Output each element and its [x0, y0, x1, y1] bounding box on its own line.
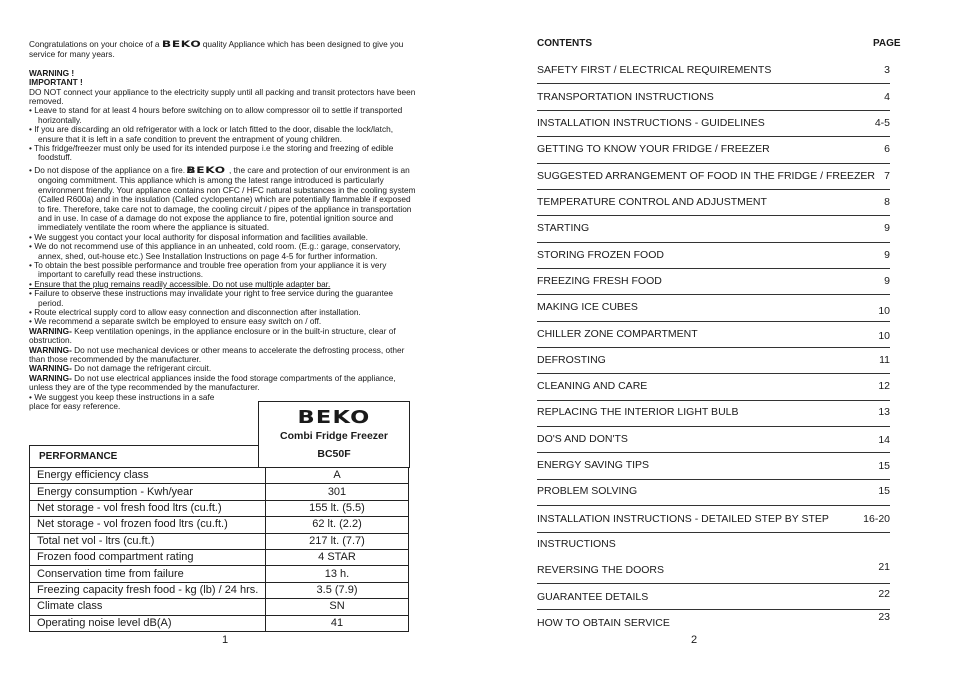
toc-entry-label: REPLACING THE INTERIOR LIGHT BULB: [537, 406, 739, 418]
toc-entry-label: DO'S AND DON'TS: [537, 433, 628, 445]
performance-table: [29, 467, 409, 632]
beko-logo: BEKO: [297, 407, 371, 428]
spec-row: [30, 549, 409, 565]
warning-item: [29, 346, 419, 365]
toc-entry-label: MAKING ICE CUBES: [537, 301, 638, 313]
spec-row: [30, 599, 409, 615]
toc-entry-page: 6: [884, 143, 890, 155]
spec-label: Conservation time from failure: [30, 566, 266, 582]
toc-entry-page: 3: [884, 64, 890, 76]
warning-label: WARNING-: [29, 325, 72, 336]
toc-entry-label: HOW TO OBTAIN SERVICE: [537, 617, 670, 629]
warning-item: [29, 374, 419, 393]
toc-divider: [537, 426, 890, 427]
beko-inline-logo-2: BEKO: [186, 165, 226, 176]
spec-row: [30, 500, 409, 516]
intro-after: quality Appliance which has been designed to give you service for many years.: [29, 39, 404, 60]
performance-header: [29, 445, 259, 468]
spec-row: [30, 484, 409, 500]
spec-value: 155 lt. (5.5): [266, 500, 409, 516]
toc-divider: [537, 479, 890, 480]
bullet-list-c: [29, 289, 419, 327]
toc-divider: [537, 136, 890, 137]
toc-divider: [537, 532, 890, 533]
spec-value: A: [266, 468, 409, 484]
beko-inline-logo: BEKO: [161, 40, 201, 50]
toc-entry-label: FREEZING FRESH FOOD: [537, 275, 662, 287]
toc-entry-label: PROBLEM SOLVING: [537, 485, 638, 497]
toc-entry-page: 10: [878, 330, 890, 342]
bullet-item: • We suggest you contact your local authority for disposal information and facilities available.: [29, 231, 368, 242]
page-column-title: PAGE: [873, 38, 901, 49]
toc-entry-page: 16-20: [863, 513, 890, 525]
intro-before: Congratulations on your choice of a: [29, 39, 160, 49]
toc-divider: [537, 609, 890, 610]
toc-entry-page: 21: [878, 561, 890, 573]
spec-value: 41: [266, 615, 409, 631]
toc-divider: [537, 242, 890, 243]
toc-entry-page: 10: [878, 305, 890, 317]
toc-entry-label: CLEANING AND CARE: [537, 380, 648, 392]
product-model: BC50F: [317, 448, 351, 460]
toc-entry-label: ENERGY SAVING TIPS: [537, 459, 650, 471]
spec-row: [30, 582, 409, 598]
toc-divider: [537, 373, 890, 374]
congratulations-paragraph: [29, 40, 419, 60]
toc-divider: [537, 189, 890, 190]
keep-instructions-line-1: • We suggest you keep these instructions in a safe: [29, 391, 215, 402]
spec-label: Energy consumption - Kwh/year: [30, 484, 266, 500]
toc-entry-label: DEFROSTING: [537, 354, 606, 366]
toc-entry-page: 15: [878, 485, 890, 497]
toc-divider: [537, 83, 890, 84]
warning-text: Do not damage the refrigerant circuit.: [71, 363, 212, 374]
spec-value: 217 lt. (7.7): [266, 533, 409, 549]
toc-entry-page: 14: [878, 434, 890, 446]
spec-value: 62 lt. (2.2): [266, 517, 409, 533]
important-title: IMPORTANT !: [29, 77, 83, 88]
toc-divider: [537, 505, 890, 506]
toc-divider: [537, 268, 890, 269]
toc-entry-label: INSTALLATION INSTRUCTIONS - DETAILED STEP BY STEP: [537, 513, 829, 525]
keep-instructions-line-2: place for easy reference.: [29, 401, 121, 412]
toc-entry-label: INSTALLATION INSTRUCTIONS - GUIDELINES: [537, 117, 765, 129]
spec-value: 3.5 (7.9): [266, 582, 409, 598]
bullet-item: • Route electrical supply cord to allow easy connection and disconnection after installation.: [29, 306, 361, 317]
toc-divider: [537, 452, 890, 453]
contents-title: CONTENTS: [537, 38, 592, 49]
warnings-list: [29, 327, 419, 393]
spec-label: Freezing capacity fresh food - kg (lb) / 24 hrs.: [30, 582, 266, 598]
spec-row: [30, 517, 409, 533]
right-page: [477, 0, 954, 675]
toc-entry-page: 4-5: [874, 117, 890, 129]
toc-entry-label: SUGGESTED ARRANGEMENT OF FOOD IN THE FRIDGE / FREEZER: [537, 170, 875, 182]
toc-entry-page: 23: [878, 611, 890, 623]
toc-entry-label: GETTING TO KNOW YOUR FRIDGE / FREEZER: [537, 143, 770, 155]
warning-text: Do not use mechanical devices or other means to accelerate the defrosting process, other than those recommended by the manufacturer.: [29, 344, 405, 364]
product-box: [258, 401, 410, 468]
product-name: Combi Fridge Freezer: [280, 430, 388, 442]
spec-row: [30, 468, 409, 484]
spec-row: [30, 566, 409, 582]
bullet-list-b: [29, 233, 419, 280]
spec-value: 13 h.: [266, 566, 409, 582]
toc-entry-label: STORING FROZEN FOOD: [537, 249, 664, 261]
toc-divider: [537, 400, 890, 401]
toc-entry-page: 12: [878, 380, 890, 392]
toc-entry-page: 9: [884, 222, 890, 234]
toc-divider: [537, 583, 890, 584]
toc-entry-page: 9: [884, 275, 890, 287]
spec-row: [30, 533, 409, 549]
toc-entry-page: 13: [878, 406, 890, 418]
warning-label: WARNING-: [29, 372, 72, 383]
spec-label: Frozen food compartment rating: [30, 549, 266, 565]
toc-entry-page: 7: [884, 170, 890, 182]
toc-entry-page: 8: [884, 196, 890, 208]
toc-divider: [537, 215, 890, 216]
toc-entry-label: GUARANTEE DETAILS: [537, 591, 649, 603]
spec-value: 4 STAR: [266, 549, 409, 565]
toc-divider: [537, 163, 890, 164]
toc-entry-label: SAFETY FIRST / ELECTRICAL REQUIREMENTS: [537, 64, 772, 76]
toc-entry-page: 4: [884, 91, 890, 103]
bullet-item: • We recommend a separate switch be employed to ensure easy switch on / off.: [29, 316, 322, 327]
bullet-item: • This fridge/freezer must only be used for its intended purpose i.e the storing and freezing of edible foodstuff.: [29, 143, 394, 163]
bullet-item: • We do not recommend use of this appliance in an unheated, cold room. (E.g.: garage, conservatory, annex, shed, out-house etc.) See Installation Instructions on page 4-5 for further information.: [29, 241, 401, 261]
warning-label: WARNING-: [29, 363, 72, 374]
plug-accessible-line: • Ensure that the plug remains readily accessible. Do not use multiple adapter bar.: [29, 278, 331, 289]
page-number-right: 2: [691, 634, 698, 646]
toc-divider: [537, 110, 890, 111]
spec-value: 301: [266, 484, 409, 500]
spec-label: Climate class: [30, 599, 266, 615]
warning-item: [29, 327, 419, 346]
toc-divider: [537, 321, 890, 322]
toc-entry-page: 22: [878, 588, 890, 600]
toc-entry-label: INSTRUCTIONS: [537, 538, 616, 550]
page-number-left: 1: [222, 634, 229, 646]
intro-text-block: [29, 40, 419, 411]
spec-label: Energy efficiency class: [30, 468, 266, 484]
toc-entry-label: TRANSPORTATION INSTRUCTIONS: [537, 91, 714, 103]
toc-entry-label: REVERSING THE DOORS: [537, 564, 664, 576]
bullet-item: • Leave to stand for at least 4 hours before switching on to allow compressor oil to settle if transported horizontally.: [29, 105, 403, 125]
do-not-connect-text: DO NOT connect your appliance to the electricity supply until all packing and transit protectors have been removed.: [29, 86, 416, 107]
spec-label: Net storage - vol fresh food ltrs (cu.ft.): [30, 500, 266, 516]
dispose-after: , the care and protection of our environment is an ongoing commitment. This appliance which is among the latest range introduced is particularly environment friendly. Your appliance contains non CFC / HFC natural substances in the cooling system (Called R600a) and in the insulation (Called cyclopentane) which are potentially flammable if exposed to fire. Therefore, take care not to damage, the cooling circuit / pipes of the appliance in transportation and in use. In case of a damage do not expose the appliance to fire, potential ignition source and immediately ventilate the room where the appliance is situated.: [38, 164, 416, 233]
bullet-item: • To obtain the best possible performance and trouble free operation from your appliance it is very important to carefully read these instructions.: [29, 259, 387, 280]
toc-divider: [537, 294, 890, 295]
warning-title: WARNING !: [29, 67, 75, 78]
dispose-before: • Do not dispose of the appliance on a fire. At: [29, 164, 195, 175]
warning-text: Do not use electrical appliances inside the food storage compartments of the appliance, unless they are of the type recommended by the manufacturer.: [29, 372, 396, 393]
toc-entry-page: 9: [884, 249, 890, 261]
toc-entry-label: TEMPERATURE CONTROL AND ADJUSTMENT: [537, 196, 767, 208]
toc-entry-page: 11: [879, 354, 890, 366]
dispose-paragraph: [29, 166, 419, 233]
spec-label: Operating noise level dB(A): [30, 615, 266, 631]
warning-text: Keep ventilation openings, in the appliance enclosure or in the built-in structure, clear of obstruction.: [29, 325, 396, 346]
bullet-list-a: [29, 106, 419, 162]
toc-entry-page: 15: [878, 460, 890, 472]
bullet-item: • Failure to observe these instructions may invalidate your right to free service during the guarantee period.: [29, 288, 394, 308]
bullet-item: • If you are discarding an old refrigerator with a lock or latch fitted to the door, disable the lock/latch, ensure that it is left in a safe condition to prevent the entrapment of young children.: [29, 124, 394, 144]
spec-row: [30, 615, 409, 631]
performance-title: PERFORMANCE: [39, 451, 118, 462]
spec-label: Total net vol - ltrs (cu.ft.): [30, 533, 266, 549]
spec-value: SN: [266, 599, 409, 615]
warning-label: WARNING-: [29, 344, 72, 355]
toc-divider: [537, 347, 890, 348]
spec-label: Net storage - vol frozen food ltrs (cu.ft.): [30, 517, 266, 533]
toc-entry-label: STARTING: [537, 222, 590, 234]
toc-entry-label: CHILLER ZONE COMPARTMENT: [537, 328, 698, 340]
